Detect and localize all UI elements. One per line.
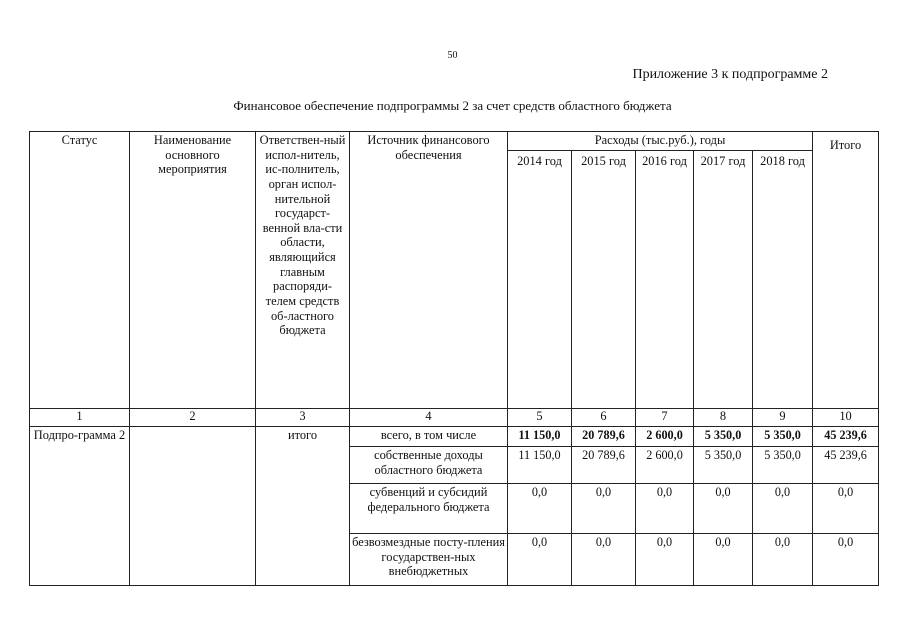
value-cell: 2 600,0	[636, 447, 694, 484]
value-cell: 11 150,0	[508, 427, 572, 447]
header-executor: Ответствен-ный испол-нитель, ис-полнитель, орган испол-нительной государст-венной вла-сти области, являющийся главным распоряди-телем средств об-ластного бюджета	[256, 132, 350, 409]
total-cell: 0,0	[813, 484, 879, 534]
value-cell: 0,0	[753, 484, 813, 534]
column-number: 6	[572, 409, 636, 427]
source-cell: собственные доходы областного бюджета	[350, 447, 508, 484]
value-cell: 0,0	[694, 534, 753, 586]
source-cell: субвенций и субсидий федерального бюджета	[350, 484, 508, 534]
column-number: 2	[130, 409, 256, 427]
value-cell: 0,0	[508, 534, 572, 586]
status-cell: Подпро-грамма 2	[30, 427, 130, 586]
header-row	[30, 132, 879, 151]
header-source: Источник финансового обеспечения	[350, 132, 508, 409]
source-cell: всего, в том числе	[350, 427, 508, 447]
value-cell: 5 350,0	[694, 447, 753, 484]
value-cell: 0,0	[753, 534, 813, 586]
column-number: 9	[753, 409, 813, 427]
value-cell: 0,0	[636, 484, 694, 534]
total-cell: 45 239,6	[813, 427, 879, 447]
value-cell: 2 600,0	[636, 427, 694, 447]
total-cell: 45 239,6	[813, 447, 879, 484]
document-title: Финансовое обеспечение подпрограммы 2 за счет средств областного бюджета	[233, 98, 672, 113]
header-year: 2015 год	[572, 151, 636, 409]
executor-cell: итого	[256, 427, 350, 586]
header-measure: Наименование основного мероприятия	[130, 132, 256, 409]
value-cell: 5 350,0	[694, 427, 753, 447]
page-number: 50	[447, 50, 458, 61]
header-year: 2018 год	[753, 151, 813, 409]
header-total: Итого	[813, 132, 879, 409]
value-cell: 0,0	[572, 534, 636, 586]
value-cell: 5 350,0	[753, 447, 813, 484]
header-year: 2017 год	[694, 151, 753, 409]
column-number: 7	[636, 409, 694, 427]
source-cell: безвозмездные посту-пления государствен-ных внебюджетных	[350, 534, 508, 586]
column-number: 5	[508, 409, 572, 427]
table-row	[30, 427, 879, 447]
header-year: 2014 год	[508, 151, 572, 409]
header-status: Статус	[30, 132, 130, 409]
column-number: 1	[30, 409, 130, 427]
value-cell: 0,0	[508, 484, 572, 534]
column-number: 4	[350, 409, 508, 427]
financing-table	[29, 131, 879, 586]
header-expenses: Расходы (тыс.руб.), годы	[508, 132, 813, 151]
total-cell: 0,0	[813, 534, 879, 586]
appendix-label: Приложение 3 к подпрограмме 2	[632, 67, 828, 82]
value-cell: 0,0	[636, 534, 694, 586]
value-cell: 20 789,6	[572, 427, 636, 447]
value-cell: 11 150,0	[508, 447, 572, 484]
column-number: 3	[256, 409, 350, 427]
column-number: 10	[813, 409, 879, 427]
column-number: 8	[694, 409, 753, 427]
value-cell: 20 789,6	[572, 447, 636, 484]
column-number-row	[30, 409, 879, 427]
value-cell: 0,0	[694, 484, 753, 534]
value-cell: 5 350,0	[753, 427, 813, 447]
header-year: 2016 год	[636, 151, 694, 409]
value-cell: 0,0	[572, 484, 636, 534]
measure-cell	[130, 427, 256, 586]
